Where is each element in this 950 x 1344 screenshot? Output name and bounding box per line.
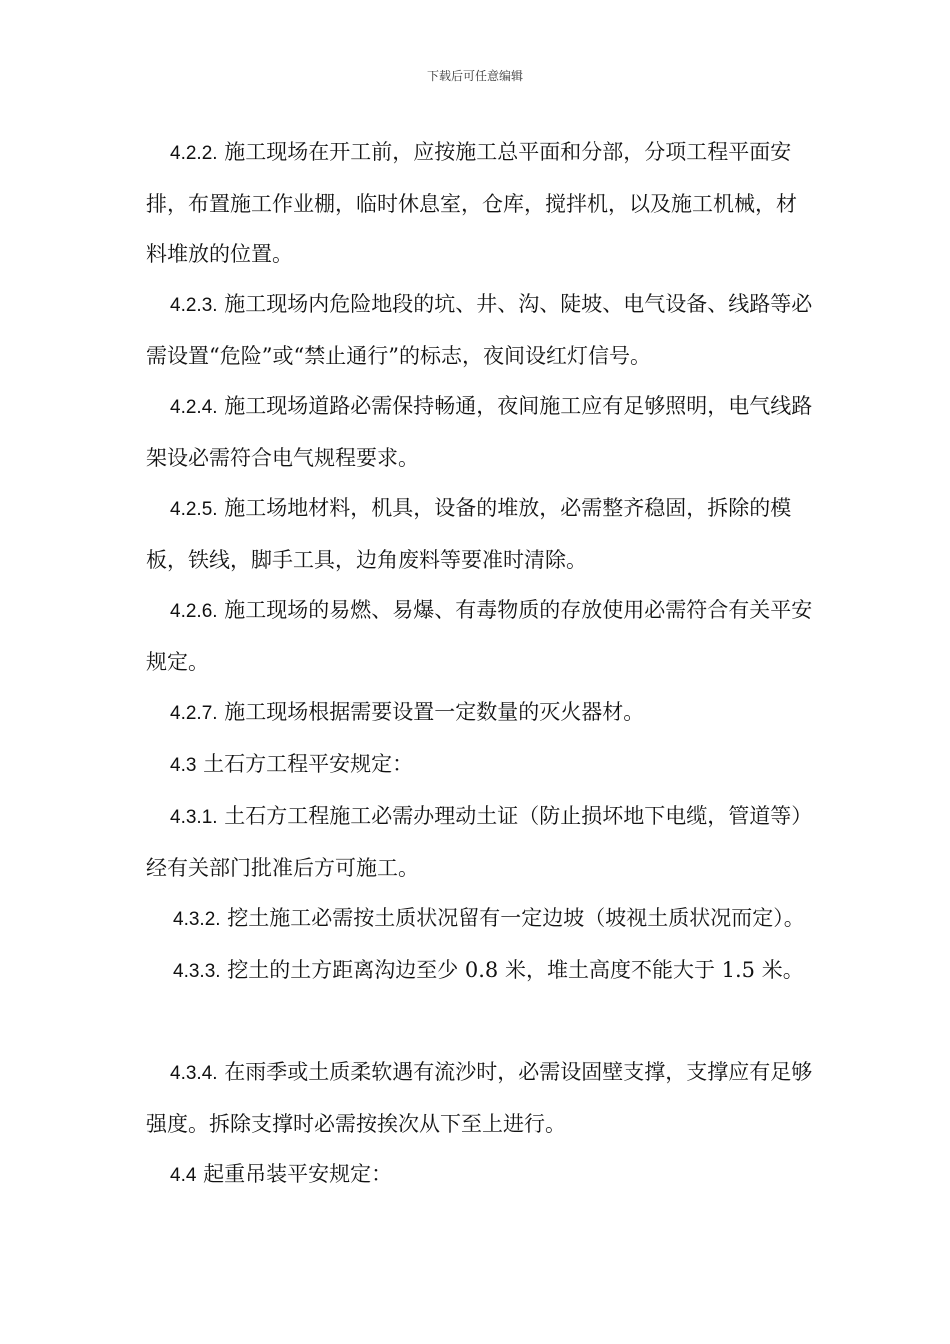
- paragraph-4-2-7: [146, 687, 814, 739]
- clause-number: 4.2.5.: [170, 499, 218, 520]
- clause-number: 4.2.3.: [170, 295, 218, 316]
- clause-number: 4.3.1.: [170, 807, 218, 828]
- clause-number: 4.3.4.: [170, 1063, 218, 1084]
- section-heading-4-4: [146, 1149, 814, 1201]
- clause-number: 4.3.2.: [173, 909, 221, 930]
- clause-text: 施工现场在开工前，应按施工总平面和分部，分项工程平面安排，布置施工作业棚，临时休息室，仓库，搅拌机，以及施工机械，材料堆放的位置。: [146, 140, 797, 266]
- clause-number: 4.4: [170, 1165, 197, 1186]
- paragraph-4-2-4: [146, 381, 814, 483]
- clause-text: 施工场地材料，机具，设备的堆放，必需整齐稳固，拆除的模板，铁线，脚手工具，边角废料等要准时清除。: [146, 496, 792, 572]
- clause-number: 4.2.6.: [170, 601, 218, 622]
- clause-text: 起重吊装平安规定：: [196, 1162, 393, 1186]
- paragraph-4-2-5: [146, 483, 814, 585]
- section-heading-4-3: [146, 739, 814, 791]
- clause-number: 4.3.3.: [173, 961, 221, 982]
- page-header: 下载后可任意编辑: [426, 69, 523, 83]
- clause-number: 4.2.4.: [170, 397, 218, 418]
- clause-text: 施工现场内危险地段的坑、井、沟、陡坡、电气设备、线路等必需设置“危险”或“禁止通行”的标志，夜间设红灯信号。: [146, 292, 813, 368]
- clause-number: 4.2.7.: [170, 703, 218, 724]
- paragraph-4-3-2: [146, 893, 814, 945]
- clause-text: 施工现场根据需要设置一定数量的灭火器材。: [217, 700, 645, 724]
- clause-number: 4.2.2.: [170, 143, 218, 164]
- clause-text: 在雨季或土质柔软遇有流沙时，必需设固壁支撑，支撑应有足够强度。拆除支撑时必需按挨次从下至上进行。: [146, 1060, 813, 1136]
- document-body: [146, 127, 814, 1201]
- paragraph-4-2-6: [146, 585, 814, 687]
- paragraph-4-2-3: [146, 279, 814, 381]
- clause-text: 土石方工程施工必需办理动土证（防止损坏地下电缆，管道等）经有关部门批准后方可施工。: [146, 804, 813, 880]
- clause-text: 土石方工程平安规定：: [196, 752, 414, 776]
- clause-number: 4.3: [170, 755, 197, 776]
- paragraph-4-3-4: [146, 1047, 814, 1149]
- paragraph-4-2-2: [146, 127, 814, 279]
- clause-text: 施工现场的易燃、易爆、有毒物质的存放使用必需符合有关平安规定。: [146, 598, 813, 674]
- clause-text: 施工现场道路必需保持畅通，夜间施工应有足够照明，电气线路架设必需符合电气规程要求。: [146, 394, 813, 470]
- paragraph-4-3-3: [146, 945, 814, 997]
- paragraph-4-3-1: [146, 791, 814, 893]
- clause-text: 挖土施工必需按土质状况留有一定边坡（坡视土质状况而定）。: [220, 906, 805, 930]
- clause-text: 挖土的土方距离沟边至少 0.8 米，堆土高度不能大于 1.5 米。: [220, 958, 804, 982]
- blank-line: [146, 997, 814, 1047]
